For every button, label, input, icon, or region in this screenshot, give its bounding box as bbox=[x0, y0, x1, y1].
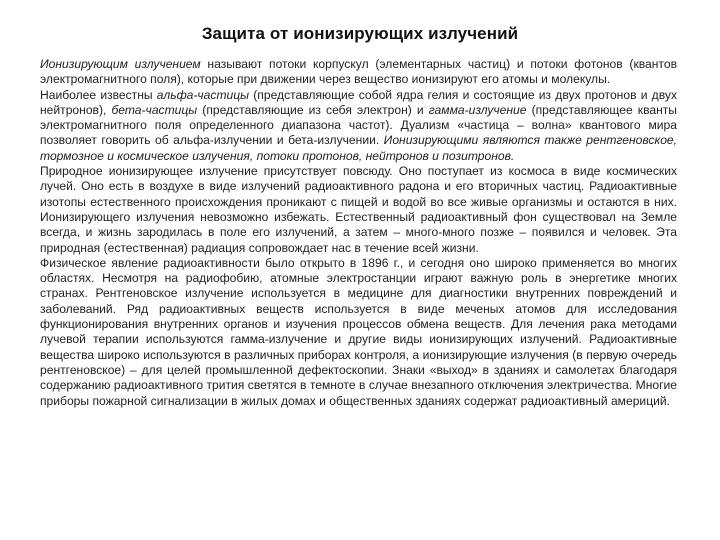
text-run: (представляющие из себя электрон) и bbox=[197, 102, 429, 117]
text-run: Природное ионизирующее излучение присутствует повсюду. Оно поступает из космоса в виде космических лучей. Оно есть в воздухе в виде излучений радиоактивного радона и его вторичных частиц. Радиоактивные изотопы естественного происхождения проникают с пищей и водой во все живые организмы и остаются в них. Ионизирующего излучения невозможно избежать. Естественный радиоактивный фон существовал на Земле всегда, и жизнь зародилась в поле его излучений, а затем – много-много позже – появился и человек. Эта природная (естественная) радиация сопровождает нас в течение всей жизни. bbox=[40, 164, 677, 255]
text-run: Ионизирующими являются также рентгеновское, тормозное и космическое излучения, потоки протонов, нейтронов и позитронов. bbox=[40, 133, 677, 163]
text-run: называют потоки корпускул (элементарных частиц) и потоки фотонов (квантов электромагнитного поля), которые при движении через вещество ионизируют его атомы и молекулы. bbox=[40, 57, 677, 87]
text-run: (представляющее кванты электромагнитного поля определенного диапазона частот). Дуализм «частица – волна» квантового мира позволяет говорить об альфа-излучении и бета-излучении. bbox=[40, 102, 677, 148]
text-run: гамма-излучение bbox=[428, 102, 527, 117]
paragraph-types bbox=[40, 88, 677, 164]
text-run: Физическое явление радиоактивности было открыто в 1896 г., и сегодня оно широко применяется во многих областях. Несмотря на радиофобию, атомные электростанции играют важную роль в энергетике многих странах. Рентгеновское излучение используется в медицине для диагностики внутренних повреждений и заболеваний. Ряд радиоактивных веществ используется в виде меченых атомов для исследования функционирования внутренних органов и изучения процессов обмена веществ. Для лечения рака методами лучевой терапии используются гамма-излучение и другие виды ионизирующих излучений. Радиоактивные вещества широко используются в различных приборах контроля, а ионизирующие излучения (в первую очередь рентгеновское) – для целей промышленной дефектоскопии. Знаки «выход» в зданиях и самолетах благодаря содержанию радиоактивного трития светятся в темноте в случае внезапного отключения электричества. Многие приборы пожарной сигнализации в жилых домах и общественных зданиях содержат радиоактивный америций. bbox=[40, 255, 677, 408]
paragraph-applications bbox=[40, 256, 677, 409]
text-run: бета-частицы bbox=[111, 102, 198, 117]
paragraph-natural bbox=[40, 164, 677, 256]
text-run: (представляющие собой ядра гелия и состоящие из двух протонов и двух нейтронов), bbox=[40, 87, 677, 117]
paragraph-definition bbox=[40, 57, 677, 88]
text-run: Наиболее известны bbox=[40, 87, 157, 102]
text-run: Ионизирующим излучением bbox=[40, 57, 201, 71]
text-run: альфа-частицы bbox=[156, 87, 250, 102]
page-title: Защита от ионизирующих излучений bbox=[201, 24, 519, 43]
text-body bbox=[40, 57, 677, 409]
